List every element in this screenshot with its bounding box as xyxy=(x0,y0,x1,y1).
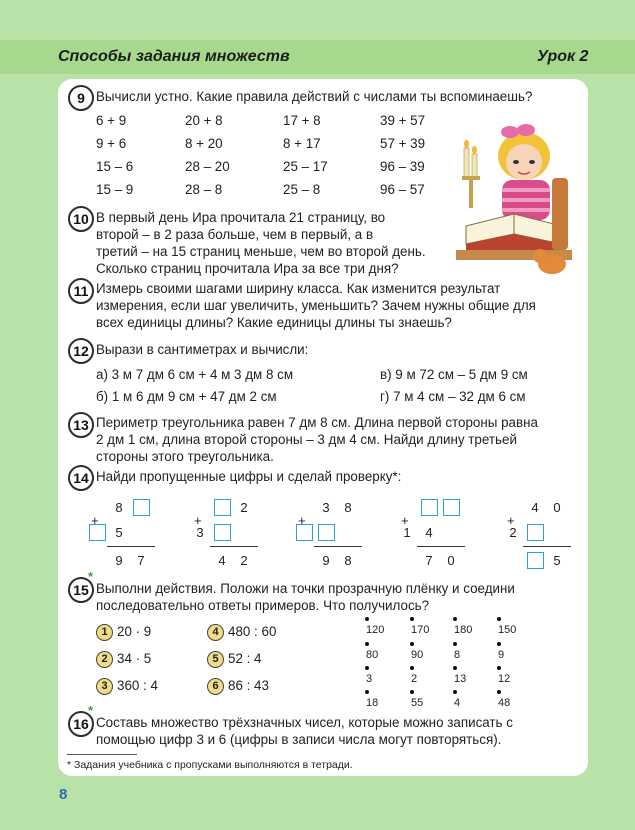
footnote-divider xyxy=(67,754,137,755)
digit: 4 xyxy=(425,525,433,540)
dot-point xyxy=(453,617,457,621)
task-13-number: 13 xyxy=(68,412,94,438)
missing-digit-box xyxy=(443,499,460,516)
sum-line xyxy=(210,546,258,547)
dot-label: 48 xyxy=(498,697,511,709)
task-9-example: 57 + 39 xyxy=(380,136,426,151)
task-12-number: 12 xyxy=(68,338,94,364)
task-15-star: * xyxy=(88,569,94,584)
digit: 7 xyxy=(137,553,145,568)
dot-label: 55 xyxy=(411,697,424,709)
plus-sign: + xyxy=(91,513,99,528)
task-9-example: 96 – 39 xyxy=(380,159,425,174)
example-expression: 52 : 4 xyxy=(228,651,262,666)
task-9-example: 15 – 6 xyxy=(96,159,134,174)
digit: 1 xyxy=(403,525,411,540)
digit: 5 xyxy=(553,553,561,568)
task-13-line-1: Периметр треугольника равен 7 дм 8 см. Длина первой стороны равна xyxy=(96,415,538,430)
dot-label: 3 xyxy=(366,673,373,685)
plus-sign: + xyxy=(298,513,306,528)
sum-line xyxy=(107,546,155,547)
sum-line xyxy=(523,546,571,547)
missing-digit-box xyxy=(421,499,438,516)
example-expression: 360 : 4 xyxy=(117,678,158,693)
task-12-item-g: г) 7 м 4 см – 32 дм 6 см xyxy=(380,389,526,404)
digit: 2 xyxy=(509,525,517,540)
example-circle-number: 4 xyxy=(207,624,224,641)
missing-digit-box xyxy=(89,524,106,541)
example-circle-number: 6 xyxy=(207,678,224,695)
task-15-line-1: Выполни действия. Положи на точки прозрачную плёнку и соедини xyxy=(96,581,515,596)
digit: 9 xyxy=(322,553,330,568)
dot-point xyxy=(365,617,369,621)
task-12-item-v: в) 9 м 72 см – 5 дм 9 см xyxy=(380,367,528,382)
dot-point xyxy=(365,666,369,670)
task-9-example: 39 + 57 xyxy=(380,113,426,128)
digit: 9 xyxy=(115,553,123,568)
section-title: Способы задания множеств xyxy=(58,48,290,65)
dot-label: 180 xyxy=(454,624,473,636)
task-9-example: 96 – 57 xyxy=(380,182,425,197)
task-9-number: 9 xyxy=(68,85,94,111)
digit: 7 xyxy=(425,553,433,568)
task-15-number: 15 xyxy=(68,577,94,603)
footnote: * Задания учебника с пропусками выполняются в тетради. xyxy=(67,759,353,771)
dot-point xyxy=(410,690,414,694)
example-expression: 480 : 60 xyxy=(228,624,277,639)
missing-digit-box xyxy=(214,524,231,541)
digit: 2 xyxy=(240,553,248,568)
dot-label: 80 xyxy=(366,649,379,661)
task-9-example: 25 – 8 xyxy=(283,182,321,197)
sum-line xyxy=(417,546,465,547)
plus-sign: + xyxy=(401,513,409,528)
task-9-example: 25 – 17 xyxy=(283,159,328,174)
plus-sign: + xyxy=(194,513,202,528)
task-10-line-3: третий – на 15 страниц меньше, чем во второй день. xyxy=(96,244,426,259)
girl-reading-illustration xyxy=(456,118,572,278)
task-9-example: 6 + 9 xyxy=(96,113,127,128)
task-16-star: * xyxy=(88,703,94,718)
missing-digit-box xyxy=(318,524,335,541)
task-16-number: 16 xyxy=(68,711,94,737)
task-16-line-2: помощью цифр 3 и 6 (цифры в записи числа могут повторяться). xyxy=(96,732,502,747)
task-9-example: 20 + 8 xyxy=(185,113,223,128)
task-10-line-1: В первый день Ира прочитала 21 страницу, во xyxy=(96,210,386,225)
dot-point xyxy=(410,617,414,621)
digit: 8 xyxy=(115,500,123,515)
missing-digit-box xyxy=(133,499,150,516)
digit: 2 xyxy=(240,500,248,515)
missing-digit-box xyxy=(527,552,544,569)
dot-label: 4 xyxy=(454,697,461,709)
dot-point xyxy=(497,666,501,670)
digit: 0 xyxy=(553,500,561,515)
dot-label: 120 xyxy=(366,624,385,636)
task-9-example: 28 – 20 xyxy=(185,159,230,174)
dot-label: 90 xyxy=(411,649,424,661)
dot-point xyxy=(410,642,414,646)
task-13-line-3: стороны этого треугольника. xyxy=(96,449,274,464)
digit: 8 xyxy=(344,500,352,515)
lesson-label: Урок 2 xyxy=(537,48,589,65)
task-11-line-1: Измерь своими шагами ширину класса. Как изменится результат xyxy=(96,281,501,296)
dot-point xyxy=(365,642,369,646)
dot-point xyxy=(497,690,501,694)
dot-label: 170 xyxy=(411,624,430,636)
plus-sign: + xyxy=(507,513,515,528)
digit: 4 xyxy=(218,553,226,568)
digit: 8 xyxy=(344,553,352,568)
dot-point xyxy=(453,666,457,670)
task-16-line-1: Составь множество трёхзначных чисел, которые можно записать с xyxy=(96,715,513,730)
dot-point xyxy=(497,617,501,621)
example-circle-number: 2 xyxy=(96,651,113,668)
task-12-item-a: а) 3 м 7 дм 6 см + 4 м 3 дм 8 см xyxy=(96,367,294,382)
digit: 4 xyxy=(531,500,539,515)
task-11-line-3: всех единицы длины? Какие единицы длины ты знаешь? xyxy=(96,315,452,330)
page-number: 8 xyxy=(59,786,68,803)
dot-point xyxy=(410,666,414,670)
task-11-number: 11 xyxy=(68,278,94,304)
dot-label: 9 xyxy=(498,649,505,661)
dot-point xyxy=(453,690,457,694)
task-14-number: 14 xyxy=(68,465,94,491)
task-11-line-2: измерения, если шаг увеличить, уменьшить? Зачем нужны общие для xyxy=(96,298,536,313)
dot-label: 8 xyxy=(454,649,461,661)
example-circle-number: 1 xyxy=(96,624,113,641)
task-9-example: 28 – 8 xyxy=(185,182,223,197)
missing-digit-box xyxy=(527,524,544,541)
example-expression: 20 · 9 xyxy=(117,624,152,639)
page-header xyxy=(0,40,635,74)
task-10-number: 10 xyxy=(68,206,94,232)
dot-label: 12 xyxy=(498,673,511,685)
digit: 3 xyxy=(322,500,330,515)
task-14-text: Найди пропущенные цифры и сделай проверку*: xyxy=(96,469,402,484)
example-circle-number: 5 xyxy=(207,651,224,668)
dot-label: 150 xyxy=(498,624,517,636)
dot-point xyxy=(365,690,369,694)
example-expression: 86 : 43 xyxy=(228,678,269,693)
dot-label: 2 xyxy=(411,673,418,685)
sum-line xyxy=(314,546,362,547)
task-13-line-2: 2 дм 1 см, длина второй стороны – 3 дм 4 см. Найди длину третьей xyxy=(96,432,517,447)
task-12-item-b: б) 1 м 6 дм 9 см + 47 дм 2 см xyxy=(96,389,277,404)
task-9-text: Вычисли устно. Какие правила действий с числами ты вспоминаешь? xyxy=(96,89,533,104)
task-9-example: 9 + 6 xyxy=(96,136,127,151)
digit: 5 xyxy=(115,525,123,540)
task-9-example: 8 + 17 xyxy=(283,136,321,151)
task-9-example: 15 – 9 xyxy=(96,182,134,197)
dot-point xyxy=(497,642,501,646)
dot-point xyxy=(453,642,457,646)
missing-digit-box xyxy=(296,524,313,541)
task-10-line-2: второй – в 2 раза больше, чем в первый, а в xyxy=(96,227,374,242)
dot-label: 13 xyxy=(454,673,467,685)
task-15-line-2: последовательно ответы примеров. Что получилось? xyxy=(96,598,430,613)
task-12-text: Вырази в сантиметрах и вычисли: xyxy=(96,342,309,357)
dot-label: 18 xyxy=(366,697,379,709)
example-circle-number: 3 xyxy=(96,678,113,695)
digit: 3 xyxy=(196,525,204,540)
task-10-line-4: Сколько страниц прочитала Ира за все три дня? xyxy=(96,261,399,276)
digit: 0 xyxy=(447,553,455,568)
task-9-example: 8 + 20 xyxy=(185,136,223,151)
missing-digit-box xyxy=(214,499,231,516)
example-expression: 34 · 5 xyxy=(117,651,152,666)
task-9-example: 17 + 8 xyxy=(283,113,321,128)
